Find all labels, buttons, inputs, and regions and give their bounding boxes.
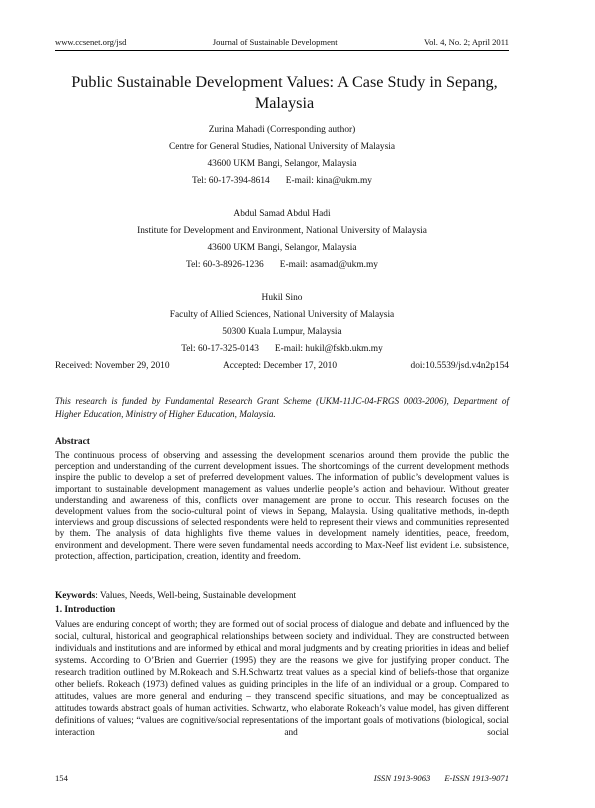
author-tel: Tel: 60-3-8926-1236 [186, 260, 264, 270]
funding-note: This research is funded by Fundamental Research Grant Scheme (UKM-11JC-04-FRGS 0003-2006), Department of Higher Education, Ministry of Higher Education, Malaysia. [55, 396, 509, 419]
author-block [55, 122, 509, 190]
author-email: E-mail: kina@ukm.my [285, 176, 372, 186]
keywords [55, 591, 509, 601]
introduction-heading: 1. Introduction [55, 605, 116, 615]
footer-issn-group [360, 773, 509, 783]
page-number: 154 [55, 773, 68, 783]
received-date: Received: November 29, 2010 [55, 361, 170, 371]
author-affiliation: Centre for General Studies, National University of Malaysia [169, 142, 395, 152]
author-block [55, 290, 509, 358]
header-url: www.ccsenet.org/jsd [55, 37, 127, 47]
header-issue: Vol. 4, No. 2; April 2011 [423, 37, 509, 47]
title-line-2: Malaysia [254, 94, 315, 112]
eissn: E-ISSN 1913-9071 [444, 773, 509, 783]
header-rule [55, 50, 509, 51]
author-tel: Tel: 60-17-325-0143 [181, 344, 259, 354]
author-email: E-mail: asamad@ukm.my [279, 260, 378, 270]
author-affiliation: Institute for Development and Environment, National University of Malaysia [137, 226, 427, 236]
keywords-text: : Values, Needs, Well-being, Sustainable development [95, 591, 297, 601]
author-address: 43600 UKM Bangi, Selangor, Malaysia [207, 159, 357, 169]
author-block [55, 206, 509, 274]
doi: doi:10.5539/jsd.v4n2p154 [410, 361, 509, 371]
title-line-1: Public Sustainable Development Values: A Case Study in Sepang, [71, 73, 498, 91]
introduction-text: Values are enduring concept of worth; they are formed out of social process of dialogue and debate and influenced by the social, cultural, historical and geographical relationships between society and individual. They are constructed between individuals and institutions and are informed by ethical and moral judgments and by creating priorities in ideas and belief systems. According to O’Brien and Guerrier (1995) they are the reasons we give for justifying proper conduct. The research tradition outlined by M.Rokeach and S.H.Schwartz treat values as a special kind of beliefs-those that organize other beliefs. Rokeach (1973) defined values as guiding principles in the life of an individual or a group. Compared to attitudes, values are more general and enduring – they transcend specific situations, and may be conceptualized as attitudes towards abstract goals of human activities. Schwartz, who elaborate Rokeach’s value model, has given different definitions of values; “values are cognitive/social representations of the important goals of motivations (biological, social interaction and social [55, 620, 509, 738]
abstract-heading: Abstract [55, 437, 90, 447]
running-header [55, 37, 509, 47]
paper-title [60, 72, 509, 114]
author-email: E-mail: hukil@fskb.ukm.my [274, 344, 383, 354]
author-contact [55, 257, 509, 274]
author-address: 50300 Kuala Lumpur, Malaysia [222, 327, 342, 337]
author-list [55, 122, 509, 358]
author-contact [55, 341, 509, 358]
header-journal: Journal of Sustainable Development [212, 37, 338, 47]
page-footer [55, 773, 509, 783]
author-affiliation: Faculty of Allied Sciences, National University of Malaysia [169, 310, 395, 320]
abstract-text: The continuous process of observing and assessing the development scenarios around them provide the public the perception and understanding of the current development issues. The shortcomings of the current development methods inspire the public to develop a set of preferred development values. The information of public’s development values is important to sustainable development management as values underlie people’s action and behaviour. Without greater understanding and awareness of this, conflicts over management are prone to occur. This research focuses on the development values from the socio-cultural point of views in Sepang, Malaysia. Using qualitative methods, in-depth interviews and group discussions of selected respondents were held to represent their views and communities represented by them. The analysis of data highlights five theme values in development namely identities, peace, freedom, environment and development. There were seven fundamental needs according to Max-Neef list evident i.e. subsistence, protection, affection, participation, creation, identity and freedom. [55, 451, 509, 562]
keywords-label: Keywords [55, 591, 96, 601]
author-contact [55, 173, 509, 190]
author-tel: Tel: 60-17-394-8614 [192, 176, 270, 186]
accepted-date: Accepted: December 17, 2010 [223, 361, 338, 371]
author-name: Zurina Mahadi (Corresponding author) [208, 125, 356, 135]
author-address: 43600 UKM Bangi, Selangor, Malaysia [207, 243, 357, 253]
author-name: Hukil Sino [261, 293, 303, 303]
issn: ISSN 1913-9063 [373, 773, 431, 783]
author-name: Abdul Samad Abdul Hadi [233, 209, 331, 219]
